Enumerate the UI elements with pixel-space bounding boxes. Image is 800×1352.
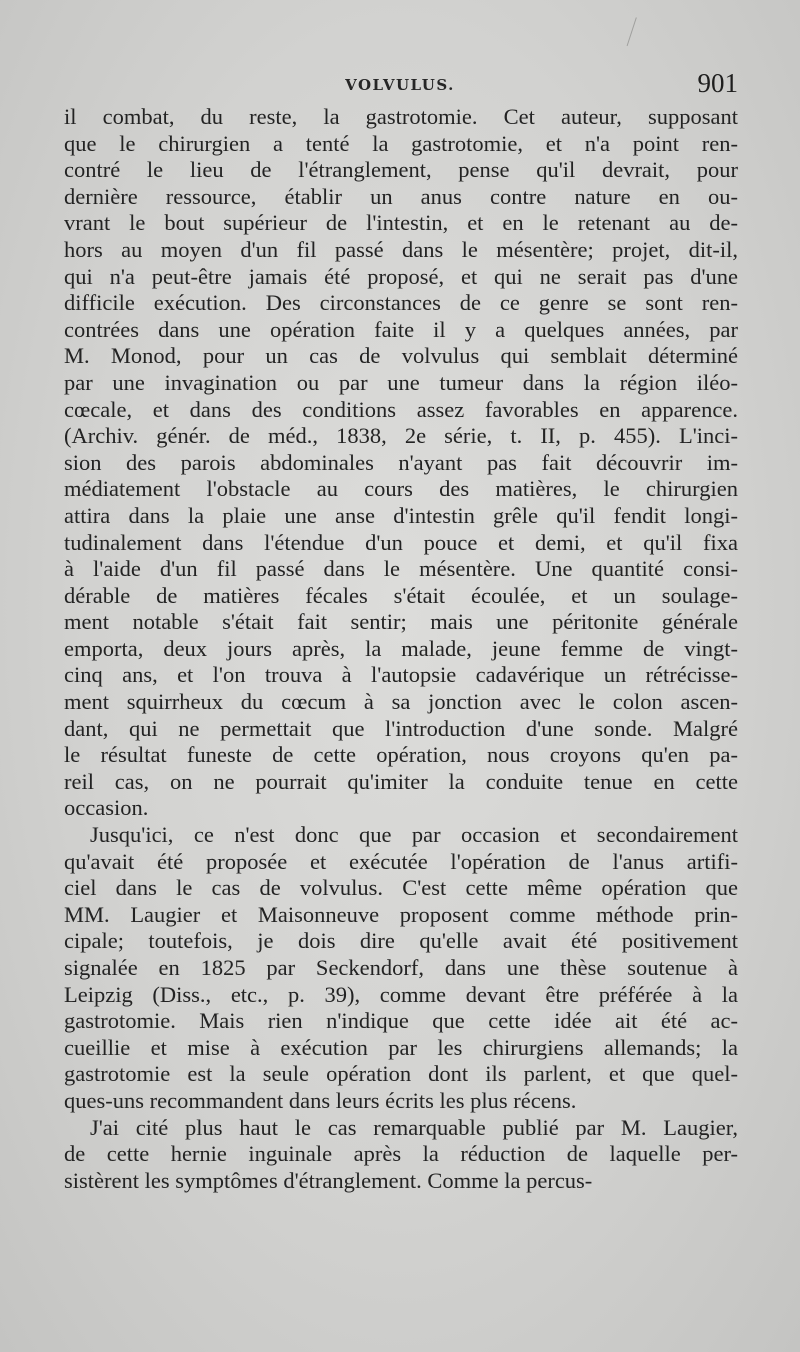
text-line: Jusqu'ici, ce n'est donc que par occasion et secondairement	[90, 822, 738, 848]
text-line: tudinalement dans l'étendue d'un pouce et demi, et qu'il fixa	[64, 529, 738, 555]
text-line: gastrotomie est la seule opération dont ils parlent, et que quel-	[64, 1061, 738, 1087]
text-line: ment squirrheux du cœcum à sa jonction avec le colon ascen-	[64, 689, 738, 715]
paragraph	[64, 104, 738, 822]
text-line: le résultat funeste de cette opération, nous croyons qu'en pa-	[64, 742, 738, 768]
text-line: de cette hernie inguinale après la réduction de laquelle per-	[64, 1141, 738, 1167]
body-text	[64, 104, 738, 1194]
text-line: hors au moyen d'un fil passé dans le mésentère; projet, dit-il,	[64, 236, 738, 262]
text-line: dérable de matières fécales s'était écoulée, et un soulage-	[64, 582, 738, 608]
text-line: emporta, deux jours après, la malade, jeune femme de vingt-	[64, 635, 738, 661]
running-head: VOLVULUS.	[345, 76, 455, 94]
text-line: sion des parois abdominales n'ayant pas fait découvrir im-	[64, 449, 738, 475]
text-line: médiatement l'obstacle au cours des matières, le chirurgien	[64, 476, 738, 502]
text-line: M. Monod, pour un cas de volvulus qui semblait déterminé	[64, 343, 738, 369]
text-line: Leipzig (Diss., etc., p. 39), comme devant être préférée à la	[64, 981, 738, 1007]
text-line: ques-uns recommandent dans leurs écrits les plus récens.	[64, 1087, 577, 1113]
text-line: il combat, du reste, la gastrotomie. Cet auteur, supposant	[64, 104, 738, 129]
text-line: sistèrent les symptômes d'étranglement. Comme la percus-	[64, 1167, 593, 1193]
text-line: attira dans la plaie une anse d'intestin grêle qu'il fendit longi-	[64, 502, 738, 528]
text-line: difficile exécution. Des circonstances de ce genre se sont ren-	[64, 290, 738, 316]
text-line: dant, qui ne permettait que l'introduction d'une sonde. Malgré	[64, 715, 738, 741]
text-line: contré le lieu de l'étranglement, pense qu'il devrait, pour	[64, 157, 738, 183]
text-line: qu'avait été proposée et exécutée l'opération de l'anus artifi-	[64, 848, 738, 874]
paragraph	[64, 822, 738, 1115]
page-number: 901	[697, 68, 738, 98]
text-line: à l'aide d'un fil passé dans le mésentère. Une quantité consi-	[64, 556, 738, 582]
text-line: signalée en 1825 par Seckendorf, dans une thèse soutenue à	[64, 955, 738, 980]
text-line: cœcale, et dans des conditions assez favorables en apparence.	[64, 396, 738, 422]
text-line: occasion.	[64, 795, 149, 821]
text-line: contrées dans une opération faite il y a quelques années, par	[64, 316, 738, 342]
text-line: cipale; toutefois, je dois dire qu'elle avait été positivement	[64, 928, 738, 954]
text-line: (Archiv. génér. de méd., 1838, 2e série, t. II, p. 455). L'inci-	[64, 423, 738, 449]
paragraph	[64, 1115, 738, 1195]
text-line: par une invagination ou par une tumeur dans la région iléo-	[64, 369, 738, 395]
text-line: reil cas, on ne pourrait qu'imiter la conduite tenue en cette	[64, 768, 738, 794]
page-header	[62, 68, 738, 102]
text-line: ciel dans le cas de volvulus. C'est cette même opération que	[64, 875, 738, 901]
ink-mark	[627, 17, 645, 48]
text-line: qui n'a peut-être jamais été proposé, et qui ne serait pas d'une	[64, 263, 738, 289]
text-line: vrant le bout supérieur de l'intestin, et en le retenant au de-	[64, 210, 738, 236]
text-line: J'ai cité plus haut le cas remarquable publié par M. Laugier,	[90, 1114, 738, 1140]
text-line: gastrotomie. Mais rien n'indique que cette idée ait été ac-	[64, 1008, 738, 1034]
text-line: cueillie et mise à exécution par les chirurgiens allemands; la	[64, 1034, 738, 1060]
text-line: cinq ans, et l'on trouva à l'autopsie cadavérique un rétrécisse-	[64, 662, 738, 688]
text-line: MM. Laugier et Maisonneuve proposent comme méthode prin-	[64, 901, 738, 927]
text-line: ment notable s'était fait sentir; mais une péritonite générale	[64, 609, 738, 635]
text-line: dernière ressource, établir un anus contre nature en ou-	[64, 183, 738, 209]
text-line: que le chirurgien a tenté la gastrotomie, et n'a point ren-	[64, 130, 738, 156]
